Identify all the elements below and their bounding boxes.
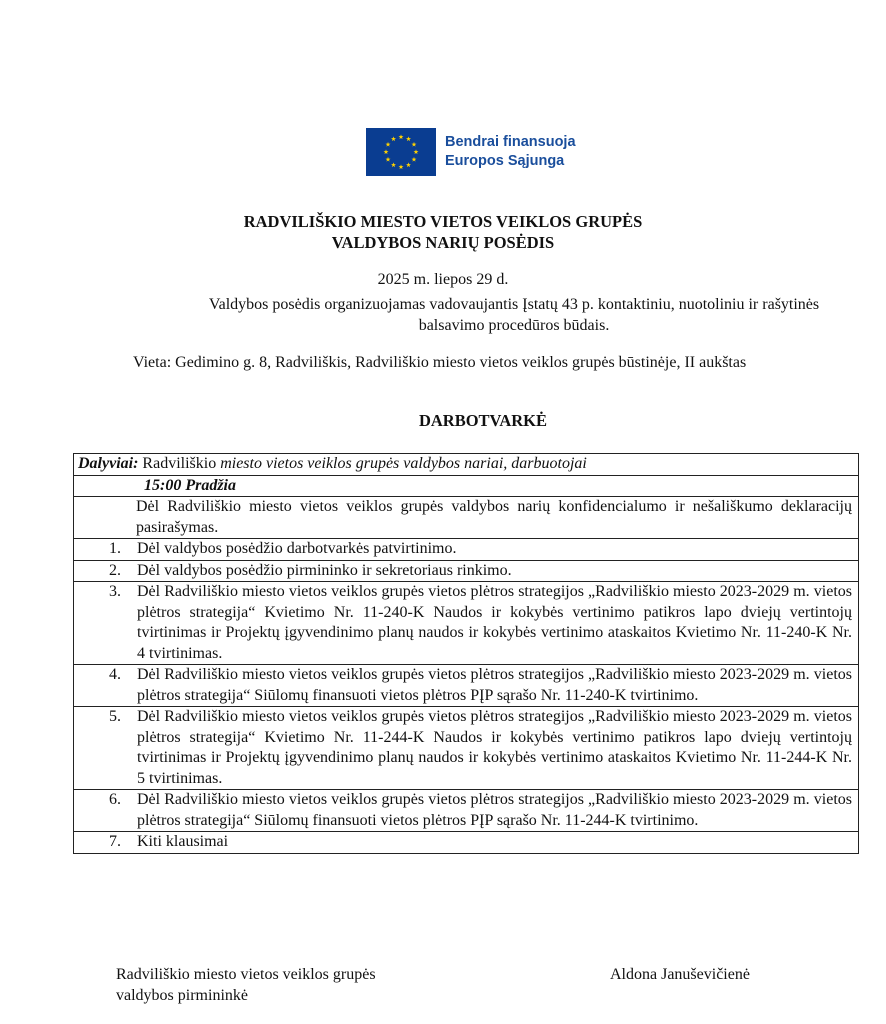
eu-flag-icon bbox=[366, 128, 436, 176]
agenda-title: DARBOTVARKĖ bbox=[418, 411, 548, 430]
logo-line-2: Europos Sąjunga bbox=[445, 153, 565, 169]
start-cell: 15:00 Pradžia bbox=[74, 475, 859, 497]
agenda-table bbox=[73, 453, 859, 854]
agenda-item-cell bbox=[74, 560, 859, 582]
participants-label: Dalyviai: bbox=[78, 455, 139, 472]
agenda-item-number: 4. bbox=[109, 666, 121, 683]
agenda-item-cell bbox=[74, 790, 859, 832]
agenda-item-text: Dėl valdybos posėdžio pirmininko ir sekretoriaus rinkimo. bbox=[137, 561, 512, 579]
agenda-item-number: 5. bbox=[109, 708, 121, 725]
agenda-item-row bbox=[74, 790, 859, 832]
logo-line-1: Bendrai finansuoja bbox=[445, 134, 576, 150]
eu-star-icon bbox=[391, 136, 396, 141]
agenda-item-cell bbox=[74, 582, 859, 665]
eu-star-icon bbox=[391, 162, 396, 167]
agenda-item-text: Dėl valdybos posėdžio darbotvarkės patvirtinimo. bbox=[137, 540, 457, 557]
agenda-item-row bbox=[74, 539, 859, 561]
organization-note: Valdybos posėdis organizuojamas vadovaujantis Įstatų 43 p. kontaktiniu, nuotoliniu ir rašytinės balsavimo procedūros būdais. bbox=[208, 296, 820, 334]
agenda-item-row bbox=[74, 582, 859, 665]
agenda-item-row bbox=[74, 832, 859, 854]
eu-star-icon bbox=[386, 157, 391, 162]
role-line-2: valdybos pirmininkė bbox=[116, 987, 248, 1004]
role-line-1: Radviliškio miesto vietos veiklos grupės bbox=[116, 966, 376, 983]
signatory-name: Aldona Januševičienė bbox=[610, 966, 750, 983]
preamble-cell: Dėl Radviliškio miesto vietos veiklos grupės valdybos narių konfidencialumo ir nešališkumo deklaracijų pasirašymas. bbox=[74, 497, 859, 539]
participants-cell bbox=[74, 454, 859, 476]
agenda-item-cell bbox=[74, 665, 859, 707]
eu-cofunding-logo bbox=[366, 128, 596, 176]
agenda-item-row bbox=[74, 560, 859, 582]
logo-text bbox=[445, 133, 576, 171]
eu-star-icon bbox=[386, 142, 391, 147]
agenda-item-cell bbox=[74, 832, 859, 854]
eu-star-icon bbox=[406, 136, 411, 141]
eu-star-icon bbox=[399, 134, 404, 139]
agenda-item-text: Dėl Radviliškio miesto vietos veiklos grupės vietos plėtros strategijos „Radviliškio miesto 2023-2029 m. vietos plėtros strategija“ Kvietimo Nr. 11-240-K Naudos ir kokybės vertinimo patikros lapo dviejų vertintojų tvirtinimas ir Projektų įgyvendinimo planų naudos ir kokybės vertinimo ataskaitos Kvietimo Nr. 11-240-K Nr. 4 tvirtinimas. bbox=[137, 583, 852, 662]
participants-row bbox=[74, 454, 859, 476]
meeting-date: 2025 m. liepos 29 d. bbox=[377, 271, 509, 288]
title-line-1: RADVILIŠKIO MIESTO VIETOS VEIKLOS GRUPĖS bbox=[243, 212, 643, 231]
agenda-item-row bbox=[74, 665, 859, 707]
agenda-item-number: 2. bbox=[109, 561, 121, 579]
agenda-item-text: Dėl Radviliškio miesto vietos veiklos grupės vietos plėtros strategijos „Radviliškio miesto 2023-2029 m. vietos plėtros strategija“ Kvietimo Nr. 11-244-K Naudos ir kokybės vertinimo patikros lapo dviejų vertintojų tvirtinimas ir Projektų įgyvendinimo planų naudos ir kokybės vertinimo ataskaitos Kvietimo Nr. 11-244-K Nr. 5 tvirtinimas. bbox=[137, 708, 852, 787]
agenda-item-text: Dėl Radviliškio miesto vietos veiklos grupės vietos plėtros strategijos „Radviliškio miesto 2023-2029 m. vietos plėtros strategija“ Siūlomų finansuoti vietos plėtros PĮP sąrašo Nr. 11-240-K tvirtinimo. bbox=[137, 666, 852, 704]
eu-star-icon bbox=[406, 162, 411, 167]
preamble-row bbox=[74, 497, 859, 539]
agenda-item-text: Kiti klausimai bbox=[137, 833, 229, 850]
eu-star-icon bbox=[412, 142, 417, 147]
participants-text-2: miesto vietos veiklos grupės valdybos nariai, darbuotojai bbox=[220, 455, 587, 472]
agenda-item-cell bbox=[74, 707, 859, 790]
eu-star-icon bbox=[384, 149, 389, 154]
agenda-item-cell bbox=[74, 539, 859, 561]
eu-star-icon bbox=[414, 149, 419, 154]
title-line-2: VALDYBOS NARIŲ POSĖDIS bbox=[331, 233, 555, 252]
meeting-venue: Vieta: Gedimino g. 8, Radviliškis, Radviliškio miesto vietos veiklos grupės būstinėje, II aukštas bbox=[133, 354, 747, 371]
start-row bbox=[74, 475, 859, 497]
document-title bbox=[0, 211, 886, 253]
eu-star-icon bbox=[399, 164, 404, 169]
agenda-item-text: Dėl Radviliškio miesto vietos veiklos grupės vietos plėtros strategijos „Radviliškio miesto 2023-2029 m. vietos plėtros strategija“ Siūlomų finansuoti vietos plėtros PĮP sąrašo Nr. 11-244-K tvirtinimo. bbox=[137, 791, 852, 829]
participants-text-1: Radviliškio bbox=[138, 455, 221, 472]
agenda-item-number: 3. bbox=[109, 583, 121, 600]
agenda-item-number: 6. bbox=[109, 791, 121, 808]
signatory-role bbox=[116, 964, 436, 1006]
agenda-item-number: 1. bbox=[109, 540, 121, 557]
agenda-item-row bbox=[74, 707, 859, 790]
eu-star-icon bbox=[412, 157, 417, 162]
agenda-item-number: 7. bbox=[109, 833, 121, 850]
